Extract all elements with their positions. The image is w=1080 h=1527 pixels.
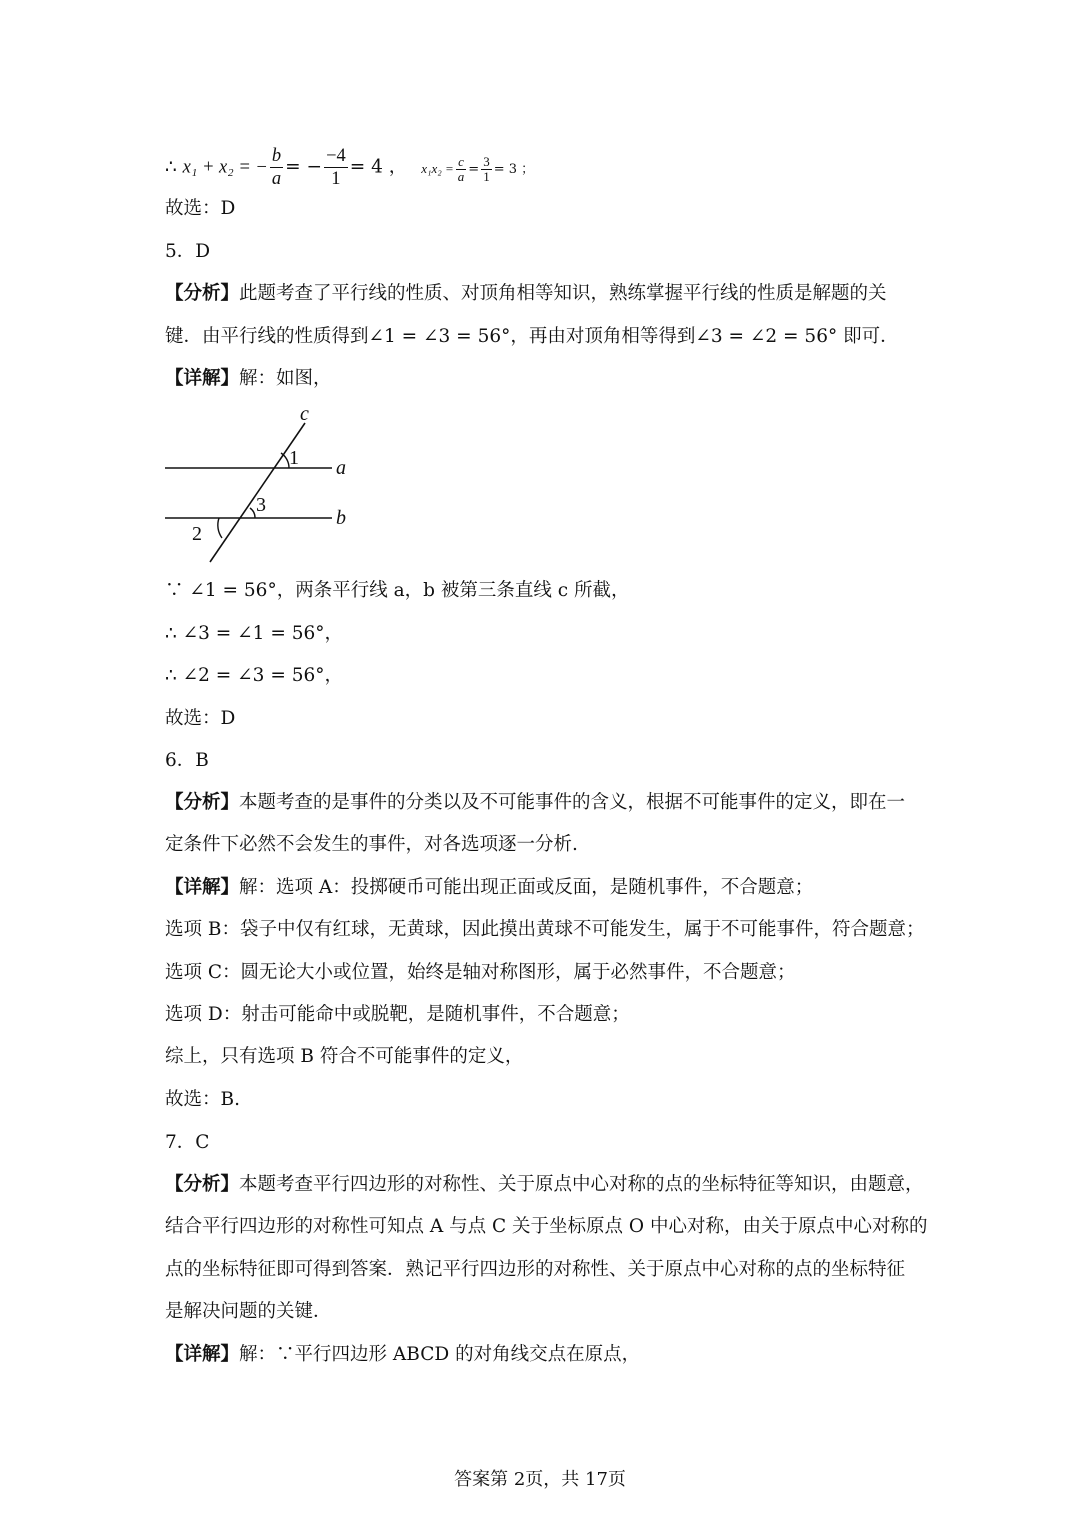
detail-tag: 【详解】	[165, 877, 240, 898]
label-c: c	[300, 403, 309, 425]
fraction-denominator: 1	[331, 169, 341, 189]
prod-result: = 3 ；	[493, 161, 535, 177]
page-footer: 答案第 2页，共 17页	[454, 1469, 626, 1490]
q6-detail-line-2: 选项 B：袋子中仅有红球，无黄球，因此摸出黄球不可能发生，属于不可能事件，符合题意；	[165, 919, 925, 940]
fraction-numerator: b	[271, 146, 282, 166]
q4-choice: 故选：D	[165, 198, 236, 219]
q6-detail-line-3: 选项 C：圆无论大小或位置，始终是轴对称图形，属于必然事件，不合题意；	[165, 962, 796, 983]
q6-choice: 故选：B.	[165, 1089, 240, 1110]
label-a: a	[336, 457, 346, 479]
q7-detail-line-1	[165, 1342, 925, 1368]
q6-detail-line-4: 选项 D：射击可能命中或脱靶，是随机事件，不合题意；	[165, 1004, 630, 1025]
angle-2-arc	[218, 518, 222, 538]
fraction-b-over-a	[270, 145, 283, 190]
q6-heading: 6．B	[165, 750, 209, 771]
detail-text: 解：∵平行四边形 ABCD 的对角线交点在原点，	[239, 1344, 641, 1365]
label-b: b	[336, 507, 346, 529]
q7-analysis-line-3: 点的坐标特征即可得到答案．熟记平行四边形的对称性、关于原点中心对称的点的坐标特征	[165, 1259, 906, 1280]
q5-analysis-line-1	[165, 281, 925, 307]
fraction-3-over-1	[481, 155, 492, 184]
q5-step-1: ∵ ∠1 = 56°，两条平行线 a，b 被第三条直线 c 所截，	[165, 580, 630, 601]
equals-sign: =	[468, 161, 480, 177]
line-c	[210, 423, 305, 562]
parallel-lines-figure	[155, 400, 365, 570]
q5-choice: 故选：D	[165, 708, 236, 729]
q6-analysis-line-2: 定条件下必然不会发生的事件，对各选项逐一分析.	[165, 834, 578, 855]
fraction-denominator: a	[271, 169, 282, 189]
analysis-text: 此题考查了平行线的性质、对顶角相等知识，熟练掌握平行线的性质是解题的关	[239, 283, 887, 304]
q5-detail-line-1	[165, 366, 925, 392]
q5-step-3: ∴ ∠2 = ∠3 = 56°，	[165, 665, 344, 686]
label-2: 2	[192, 523, 202, 545]
analysis-tag: 【分析】	[165, 792, 240, 813]
q7-analysis-line-4: 是解决问题的关键．	[165, 1301, 332, 1322]
angle-3-arc	[250, 508, 255, 518]
therefore-symbol: ∴	[165, 156, 177, 178]
detail-text: 解：如图，	[239, 368, 332, 389]
fraction-denominator: a	[457, 168, 465, 184]
product-formula	[421, 153, 535, 184]
analysis-tag: 【分析】	[165, 1174, 240, 1195]
q5-analysis-line-2: 键．由平行线的性质得到∠1 = ∠3 = 56°，再由对顶角相等得到∠3 = ∠2 = 56° 即可．	[165, 326, 899, 347]
fraction-numerator: 3	[483, 153, 490, 169]
q6-detail-line-5: 综上，只有选项 B 符合不可能事件的定义，	[165, 1046, 524, 1067]
label-1: 1	[289, 447, 299, 469]
fraction-denominator: 1	[483, 168, 490, 184]
fraction-numerator: −4	[326, 146, 346, 166]
fraction-c-over-a	[456, 155, 467, 184]
q5-step-2: ∴ ∠3 = ∠1 = 56°，	[165, 623, 344, 644]
fraction-numerator: c	[456, 155, 467, 170]
q7-heading: 7．C	[165, 1132, 210, 1153]
analysis-text: 本题考查平行四边形的对称性、关于原点中心对称的点的坐标特征等知识，由题意，	[239, 1174, 924, 1195]
fraction-neg4-over-1	[324, 145, 348, 190]
sum-result: = 4 ，	[349, 156, 408, 178]
formula-mid: = −	[285, 156, 323, 178]
detail-tag: 【详解】	[165, 368, 240, 389]
detail-text: 解：选项 A：投掷硬币可能出现正面或反面，是随机事件，不合题意；	[239, 877, 814, 898]
label-3: 3	[256, 494, 266, 516]
formula-line	[165, 145, 925, 190]
analysis-text: 本题考查的是事件的分类以及不可能事件的含义，根据不可能事件的定义，即在一	[239, 792, 906, 813]
prod-lhs: x₁x₂ =	[421, 160, 454, 176]
sum-lhs: x₁ + x₂ = −	[182, 157, 268, 178]
analysis-tag: 【分析】	[165, 283, 240, 304]
q6-analysis-line-1	[165, 790, 925, 816]
q6-detail-line-1	[165, 875, 925, 901]
q7-analysis-line-1	[165, 1172, 925, 1198]
q5-heading: 5．D	[165, 241, 211, 262]
detail-tag: 【详解】	[165, 1344, 240, 1365]
q7-analysis-line-2: 结合平行四边形的对称性可知点 A 与点 C 关于坐标原点 O 中心对称，由关于原点中心对称的	[165, 1216, 928, 1237]
